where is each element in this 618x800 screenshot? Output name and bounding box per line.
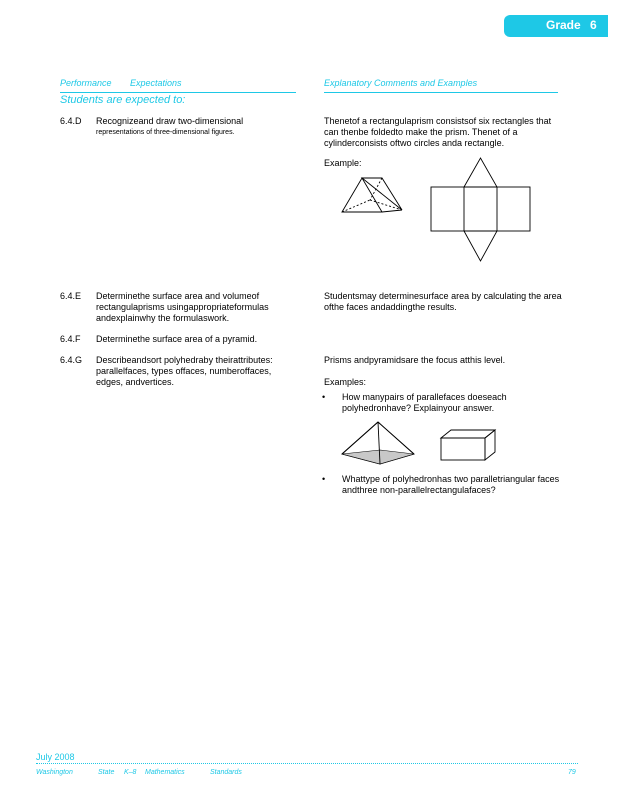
footer-divider [36,763,578,764]
bullet-icon: • [322,392,326,402]
footer-standards: Standards [210,769,242,776]
prisms-focus-text: Prisms andpyramidsare the focus atthis level. [324,355,506,365]
item-code: 6.4.E [60,291,82,301]
header-expectations: Expectations [130,78,182,88]
footer-date: July 2008 [36,752,75,762]
page-number: 79 [568,769,576,776]
footer-k8: K–8 [124,769,137,776]
item-text [96,116,294,138]
example-label: Example: [324,158,362,168]
footer-mathematics: Mathematics [145,769,185,776]
item-text-small: representations of three-dimensional figures. [96,129,235,136]
pyramid-figure [340,420,416,466]
students-expected-heading: Students are expected to: [60,94,186,106]
item-text-main: Recognizeand draw two-dimensional [96,116,244,126]
rectangular-prism-figure [440,428,498,462]
bullet-question: Whattype of polyhedronhas two paralletriangular faces andthree non-parallelrectangulafaces? [342,474,560,495]
header-rule-right [324,92,558,93]
item-text: Determinethe surface area and volumeof rectangulaprisms usingappropriateformulas andexplainwhy the formulaswork. [96,291,269,323]
header-performance: Performance [60,78,112,88]
surface-area-explanation: Studentsmay determinesurface area by calculating the area ofthe faces andaddingthe results. [324,291,562,312]
grade-number: 6 [590,18,597,32]
bullet-question: How manypairs of parallefaces doeseach polyhedronhave? Explainyour answer. [342,392,507,413]
grade-tab [504,15,608,37]
net-explanation: Thenetof a rectangulaprism consistsof six rectangles that can thenbe foldedto make the prism. Thenet of a cylinderconsists oftwo circles anda rectangle. [324,116,552,148]
grade-label: Grade [546,18,581,32]
item-code: 6.4.D [60,116,82,126]
item-text: Determinethe surface area of a pyramid. [96,334,258,344]
triangular-prism-figure [340,174,404,216]
item-code: 6.4.F [60,334,81,344]
footer-state: State [98,769,115,776]
prism-net-figure [430,156,532,264]
footer-washington: Washington [36,769,73,776]
item-text: Describeandsort polyhedraby theirattributes: parallelfaces, types offaces, numberoffaces, edges, andvertices. [96,355,273,387]
bullet-icon: • [322,474,326,484]
header-explanatory: Explanatory Comments and Examples [324,78,478,88]
item-code: 6.4.G [60,355,83,365]
examples-label: Examples: [324,377,367,387]
header-rule-left [60,92,296,93]
